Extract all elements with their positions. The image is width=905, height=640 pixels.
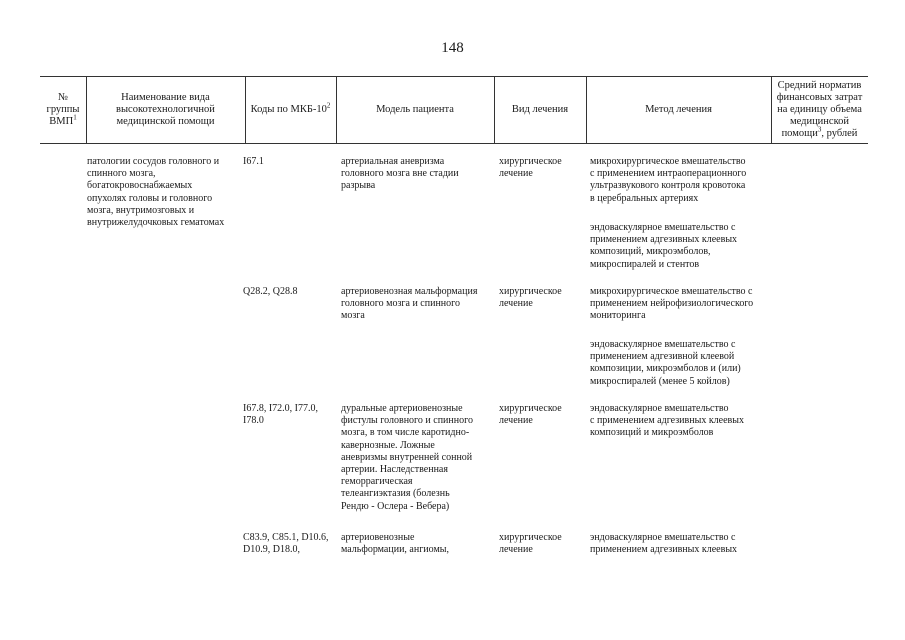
row-3-method-1: эндоваскулярное вмешательство с применением адгезивных клеевых композиций и микроэмболов [590,403,744,439]
header-group-number: № группы ВМП$^1$ [46,92,80,127]
row-1-codes: I67.1 [243,156,264,167]
row-3-treatment-type: хирургическое лечение [499,403,562,427]
row-1-method-1: микрохирургическое вмешательство с применением интраоперационного ультразвукового контроля кровотока в церебральных артериях [590,156,747,204]
header-average-cost: Средний норматив финансовых затрат на единицу объема медицинской помощи$^3$, рублей [776,80,863,139]
row-3-patient-model: дуральные артериовенозные фистулы головного и спинного мозга, в том числе каротидно- кавернозные. Ложные аневризмы внутренней сонной артерии. Наследственная геморрагическая телеангиэктазия (болезнь Рендю - Ослера - Вебера) [341,403,473,512]
row-4-method-1: эндоваскулярное вмешательство с применением адгезивных клеевых [590,532,738,556]
row-2-codes: Q28.2, Q28.8 [243,286,298,297]
row-2-patient-model: артериовенозная мальформация головного мозга и спинного мозга [341,286,478,322]
row-2-method-1: микрохирургическое вмешательство с применением нейрофизиологического мониторинга [590,286,754,322]
header-treatment-method: Метод лечения [645,104,712,115]
header-icd-codes: Коды по МКБ-$10^2$ [250,101,331,115]
row-3-codes: I67.8, I72.0, I77.0, I78.0 [243,403,318,427]
care-type-name: патологии сосудов головного и спинного мозга, богатокровоснабжаемых опухолях головы и головного мозга, внутримозговых и внутрижелудочковых гематомах [87,156,225,229]
header-patient-model: Модель пациента [376,104,454,115]
row-2-treatment-type: хирургическое лечение [499,286,562,310]
row-4-patient-model: артериовенозные мальформации, ангиомы, [341,532,450,556]
table-header [40,76,868,144]
header-treatment-type: Вид лечения [511,104,569,115]
row-1-method-2: эндоваскулярное вмешательство с применением адгезивных клеевых композиций, микроэмболов, микроспиралей и стентов [590,222,738,270]
header-care-type-name: Наименование вида высокотехнологичной медицинской помощи [116,92,215,127]
row-2-method-2: эндоваскулярное вмешательство с применением адгезивной клеевой композиции, микроэмболов и (или) микроспиралей (менее 5 койлов) [590,339,741,387]
row-1-patient-model: артериальная аневризма головного мозга вне стадии разрыва [341,156,459,192]
row-1-treatment-type: хирургическое лечение [499,156,562,180]
row-4-treatment-type: хирургическое лечение [499,532,562,556]
row-4-codes: C83.9, C85.1, D10.6, D10.9, D18.0, [243,532,329,556]
page-number: 148 [441,40,464,56]
